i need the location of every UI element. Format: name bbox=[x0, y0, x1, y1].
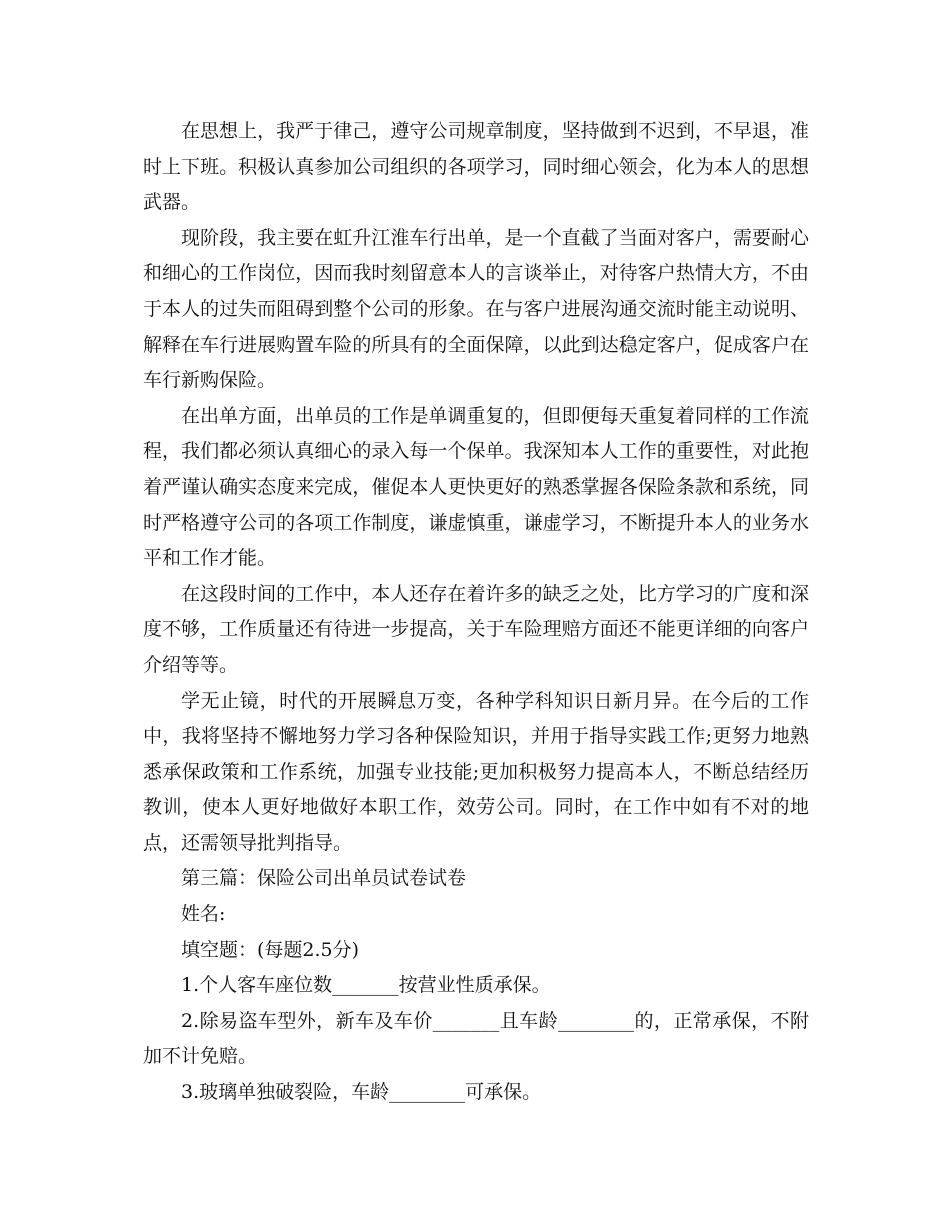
fill-in-title: 填空题：(每题2.5分) bbox=[181, 938, 360, 961]
paragraph-future-plan: 学无止镜，时代的开展瞬息万变，各种学科知识日新月异。在今后的工作中，我将坚持不懈地努力学习各种保险知识，并用于指导实践工作;更努力地熟悉承保政策和工作系统，加强专业技能;更加积极努力提高本人，不断总结经历教训，使本人更好地做好本职工作，效劳公司。同时，在工作中如有不对的地点，还需领导批判指导。 bbox=[143, 689, 809, 854]
name-label: 姓名: bbox=[181, 903, 226, 926]
paragraph-shortcomings: 在这段时间的工作中，本人还存在着许多的缺乏之处，比方学习的广度和深度不够，工作质量还有待进一步提高，关于车险理赔方面还不能更详细的向客户介绍等等。 bbox=[143, 582, 809, 676]
question-2: 2.除易盗车型外，新车及车价_______且车龄________的，正常承保，不附加不计免赔。 bbox=[143, 1009, 809, 1068]
section-title: 第三篇：保险公司出单员试卷试卷 bbox=[181, 867, 467, 890]
question-3: 3.玻璃单独破裂险，车龄________可承保。 bbox=[181, 1081, 542, 1104]
document-body bbox=[143, 114, 809, 1111]
paragraph-current-work: 现阶段，我主要在虹升江淮车行出单，是一个直截了当面对客户，需要耐心和细心的工作岗位，因而我时刻留意本人的言谈举止，对待客户热情大方，不由于本人的过失而阻碍到整个公司的形象。在与客户进展沟通交流时能主动说明、解释在车行进展购置车险的所具有的全面保障，以此到达稳定客户，促成客户在车行新购保险。 bbox=[143, 226, 809, 392]
paragraph-issuing-work: 在出单方面，出单员的工作是单调重复的，但即便每天重复着同样的工作流程，我们都必须认真细心的录入每一个保单。我深知本人工作的重要性，对此抱着严谨认确实态度来完成，催促本人更快更好的熟悉掌握各保险条款和系统，同时严格遵守公司的各项工作制度，谦虚慎重，谦虚学习，不断提升本人的业务水平和工作才能。 bbox=[143, 404, 809, 570]
paragraph-discipline: 在思想上，我严于律己，遵守公司规章制度，坚持做到不迟到，不早退，准时上下班。积极认真参加公司组织的各项学习，同时细心领会，化为本人的思想武器。 bbox=[143, 120, 809, 214]
question-1: 1.个人客车座位数_______按营业性质承保。 bbox=[181, 974, 551, 997]
